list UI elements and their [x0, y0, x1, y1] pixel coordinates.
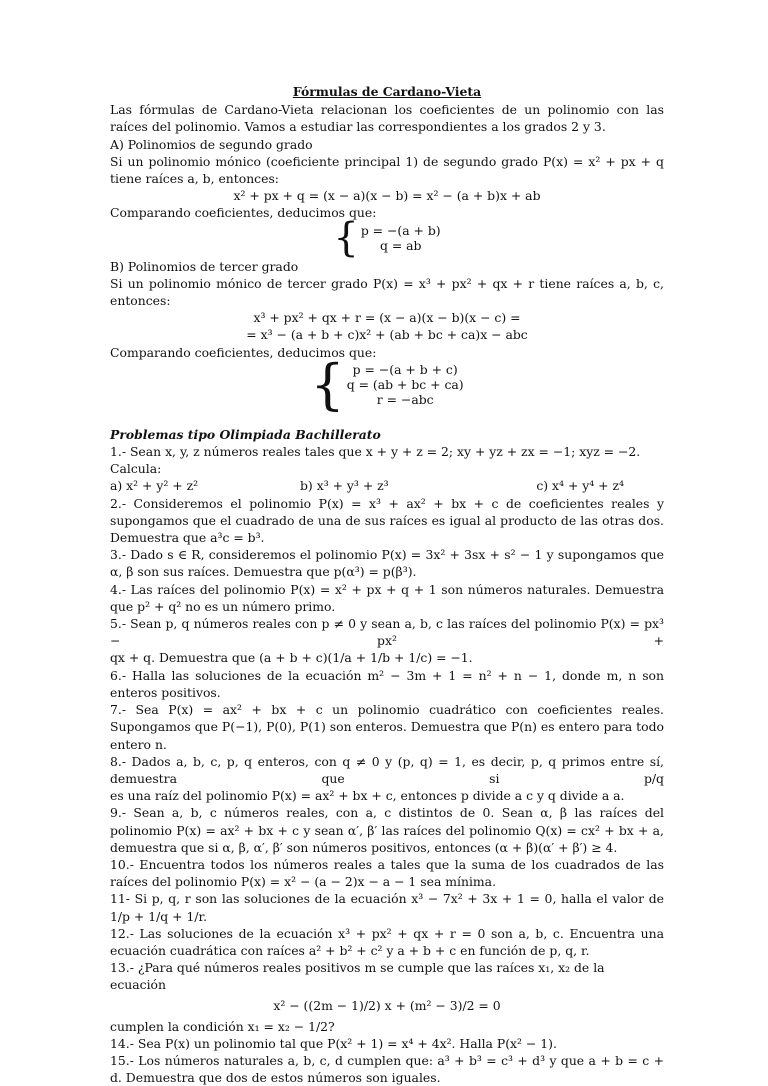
problem-3: 3.- Dado s ∈ R, consideremos el polinomio P(x) = 3x² + 3sx + s² − 1 y supongamos que α, β son sus raíces. Demuestra que p(α³) = p(β³).: [110, 547, 664, 580]
problem-13-equation: x² − ((2m − 1)/2) x + (m² − 3)/2 = 0: [273, 997, 501, 1013]
section-b-text: Si un polinomio mónico de tercer grado P(x) = x³ + px² + qx + r tiene raíces a, b, c, entonces:: [110, 275, 664, 309]
section-b-equation-1: x³ + px² + qx + r = (x − a)(x − b)(x − c) =: [253, 310, 521, 326]
section-b-equation-2: = x³ − (a + b + c)x² + (ab + bc + ca)x − abc: [246, 327, 528, 343]
problem-1-b: b) x³ + y³ + z³: [300, 478, 389, 494]
section-a-compare: Comparando coeficientes, deducimos que:: [110, 205, 377, 221]
system-b-eq-1: p = −(a + b + c): [352, 362, 458, 378]
problem-5-line-1: 5.- Sean p, q números reales con p ≠ 0 y sean a, b, c las raíces del polinomio P(x) = px³ − px² +: [110, 616, 664, 649]
problem-1: 1.- Sean x, y, z números reales tales que x + y + z = 2; xy + yz + zx = −1; xyz = −2. Calcula:: [110, 444, 641, 477]
problem-1-a: a) x² + y² + z²: [110, 478, 199, 494]
system-a-eq-1: p = −(a + b): [360, 222, 441, 238]
problem-6: 6.- Halla las soluciones de la ecuación m² − 3m + 1 = n² + n − 1, donde m, n son enteros positivos.: [110, 667, 664, 700]
section-b-heading: B) Polinomios de tercer grado: [110, 258, 299, 274]
problem-5-line-2: qx + q. Demuestra que (a + b + c)(1/a + 1/b + 1/c) = −1.: [110, 650, 473, 666]
problem-7: 7.- Sea P(x) = ax² + bx + c un polinomio cuadrático con coeficientes reales. Supongamos que P(−1), P(0), P(1) son enteros. Demuestra que P(n) es entero para todo entero n.: [110, 702, 664, 752]
problem-8-line-2: es una raíz del polinomio P(x) = ax² + bx + c, entonces p divide a c y q divide a a.: [110, 788, 625, 804]
doc-title: Fórmulas de Cardano-Vieta: [292, 84, 482, 99]
section-b-compare: Comparando coeficientes, deducimos que:: [110, 344, 377, 360]
system-a-eq-2: q = ab: [379, 237, 422, 253]
problem-10: 10.- Encuentra todos los números reales a tales que la suma de los cuadrados de las raíces del polinomio P(x) = x² − (a − 2)x − a − 1 sea mínima.: [110, 856, 664, 890]
problem-12: 12.- Las soluciones de la ecuación x³ + px² + qx + r = 0 son a, b, c. Encuentra una ecuación cuadrática con raíces a² + b² + c² y a + b + c en función de p, q, r.: [110, 925, 664, 958]
problem-8-line-1: 8.- Dados a, b, c, p, q enteros, con q ≠ 0 y (p, q) = 1, es decir, p, q primos entre sí, demuestra que si p/q: [110, 753, 664, 786]
problem-14: 14.- Sea P(x) un polinomio tal que P(x² + 1) = x⁴ + 4x². Halla P(x² − 1).: [110, 1035, 557, 1051]
brace-icon: {: [333, 214, 359, 261]
brace-icon: {: [310, 352, 345, 416]
problem-4: 4.- Las raíces del polinomio P(x) = x² + px + q + 1 son números naturales. Demuestra que p² + q² no es un número primo.: [110, 581, 664, 614]
section-a-heading: A) Polinomios de segundo grado: [110, 136, 313, 152]
problem-11: 11- Si p, q, r son las soluciones de la ecuación x³ − 7x² + 3x + 1 = 0, halla el valor de 1/p + 1/q + 1/r.: [110, 891, 664, 924]
section-a-system: [110, 214, 664, 261]
problem-15: 15.- Los números naturales a, b, c, d cumplen que: a³ + b³ = c³ + d³ y que a + b = c + d. Demuestra que dos de estos números son iguales.: [110, 1052, 664, 1086]
section-a-text: Si un polinomio mónico (coeficiente principal 1) de segundo grado P(x) = x² + px + q tiene raíces a, b, entonces:: [110, 153, 664, 187]
section-a-equation: x² + px + q = (x − a)(x − b) = x² − (a + b)x + ab: [233, 188, 541, 204]
problem-1-parts: [110, 477, 664, 494]
problem-1-c: c) x⁴ + y⁴ + z⁴: [536, 478, 624, 494]
problem-2: 2.- Consideremos el polinomio P(x) = x³ + ax² + bx + c de coeficientes reales y supongamos que el cuadrado de una de sus raíces es igual al producto de las otras dos. Demuestra que a³c = b³.: [110, 495, 664, 546]
problems-heading: Problemas tipo Olimpiada Bachillerato: [110, 426, 381, 442]
system-b-eq-3: r = −abc: [376, 392, 434, 408]
problem-9: 9.- Sean a, b, c números reales, con a, c distintos de 0. Sean α, β las raíces del polinomio P(x) = ax² + bx + c y sean α′, β′ las raíces del polinomio Q(x) = cx² + bx + a, demuestra que si α, β, α′, β′ son números positivos, entonces (α + β)(α′ + β′) ≥ 4.: [110, 805, 664, 855]
problem-13-line-1: 13.- ¿Para qué números reales positivos m se cumple que las raíces x₁, x₂ de la ecuación: [110, 960, 605, 993]
problem-13-line-2: cumplen la condición x₁ = x₂ − 1/2?: [110, 1018, 335, 1034]
system-b-eq-2: q = (ab + bc + ca): [346, 377, 464, 393]
intro-paragraph: Las fórmulas de Cardano-Vieta relacionan los coeficientes de un polinomio con las raíces del polinomio. Vamos a estudiar las correspondientes a los grados 2 y 3.: [110, 102, 664, 135]
